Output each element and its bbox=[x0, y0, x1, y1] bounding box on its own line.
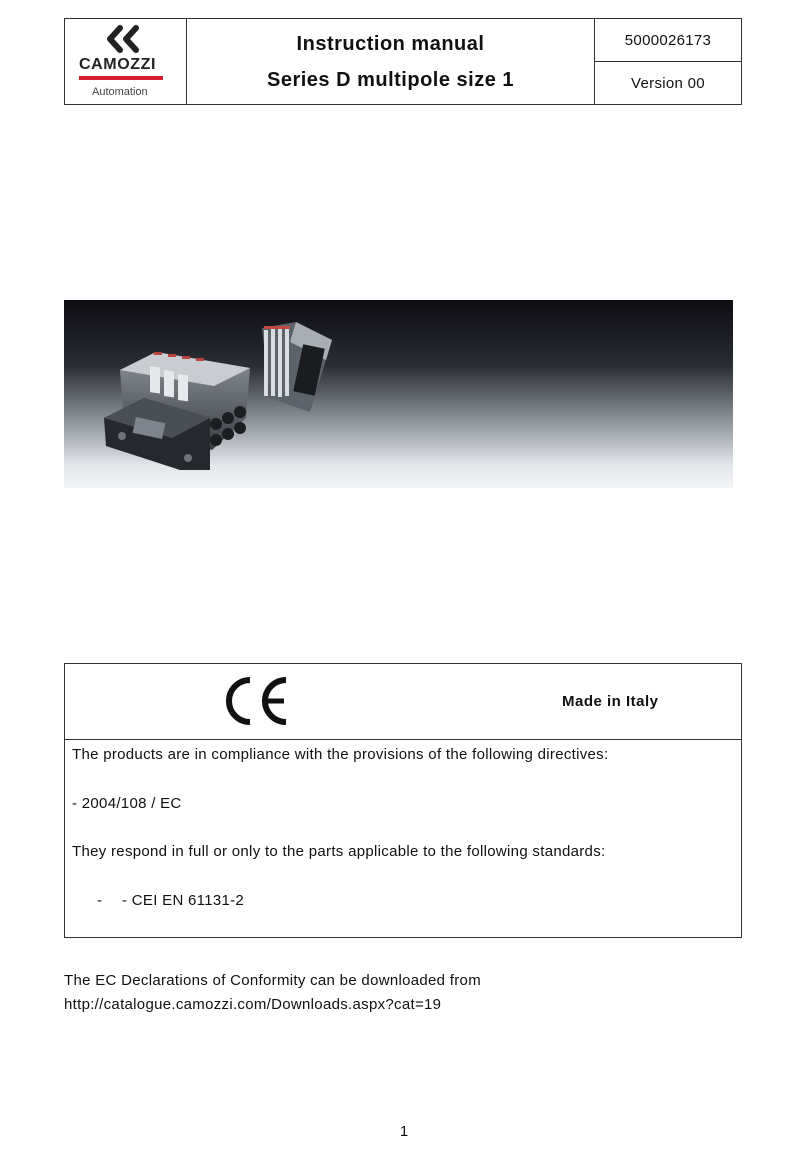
multipole-valve-product-photo-icon bbox=[64, 300, 733, 488]
document-number: 5000026173 bbox=[624, 31, 712, 49]
document-title-cell bbox=[187, 19, 595, 104]
logo-red-bar bbox=[79, 76, 163, 80]
standard-bullet: - bbox=[97, 892, 103, 909]
product-photo bbox=[64, 300, 733, 488]
compliance-header bbox=[65, 664, 741, 740]
logo-brand-name: CAMOZZI bbox=[79, 56, 157, 73]
page-number: 1 bbox=[399, 1123, 409, 1140]
compliance-box bbox=[64, 663, 742, 938]
logo-tagline: Automation bbox=[92, 86, 148, 98]
document-title: Instruction manual bbox=[296, 32, 485, 55]
document-header bbox=[64, 18, 742, 105]
document-meta-cell bbox=[595, 19, 741, 104]
directive-item: - 2004/108 / EC bbox=[72, 795, 182, 812]
company-logo bbox=[65, 19, 187, 104]
camozzi-cc-logo-icon bbox=[102, 24, 146, 54]
declaration-text: The EC Declarations of Conformity can be downloaded from bbox=[64, 972, 481, 989]
ce-mark-icon bbox=[220, 674, 290, 728]
made-in-label: Made in Italy bbox=[562, 693, 659, 710]
standard-item: - CEI EN 61131-2 bbox=[122, 892, 245, 909]
standards-intro: They respond in full or only to the parts applicable to the following standards: bbox=[72, 843, 606, 860]
document-version: Version 00 bbox=[595, 61, 741, 104]
document-subtitle: Series D multipole size 1 bbox=[266, 68, 515, 91]
declaration-url[interactable]: http://catalogue.camozzi.com/Downloads.aspx?cat=19 bbox=[64, 996, 442, 1013]
directives-intro: The products are in compliance with the provisions of the following directives: bbox=[72, 746, 609, 763]
